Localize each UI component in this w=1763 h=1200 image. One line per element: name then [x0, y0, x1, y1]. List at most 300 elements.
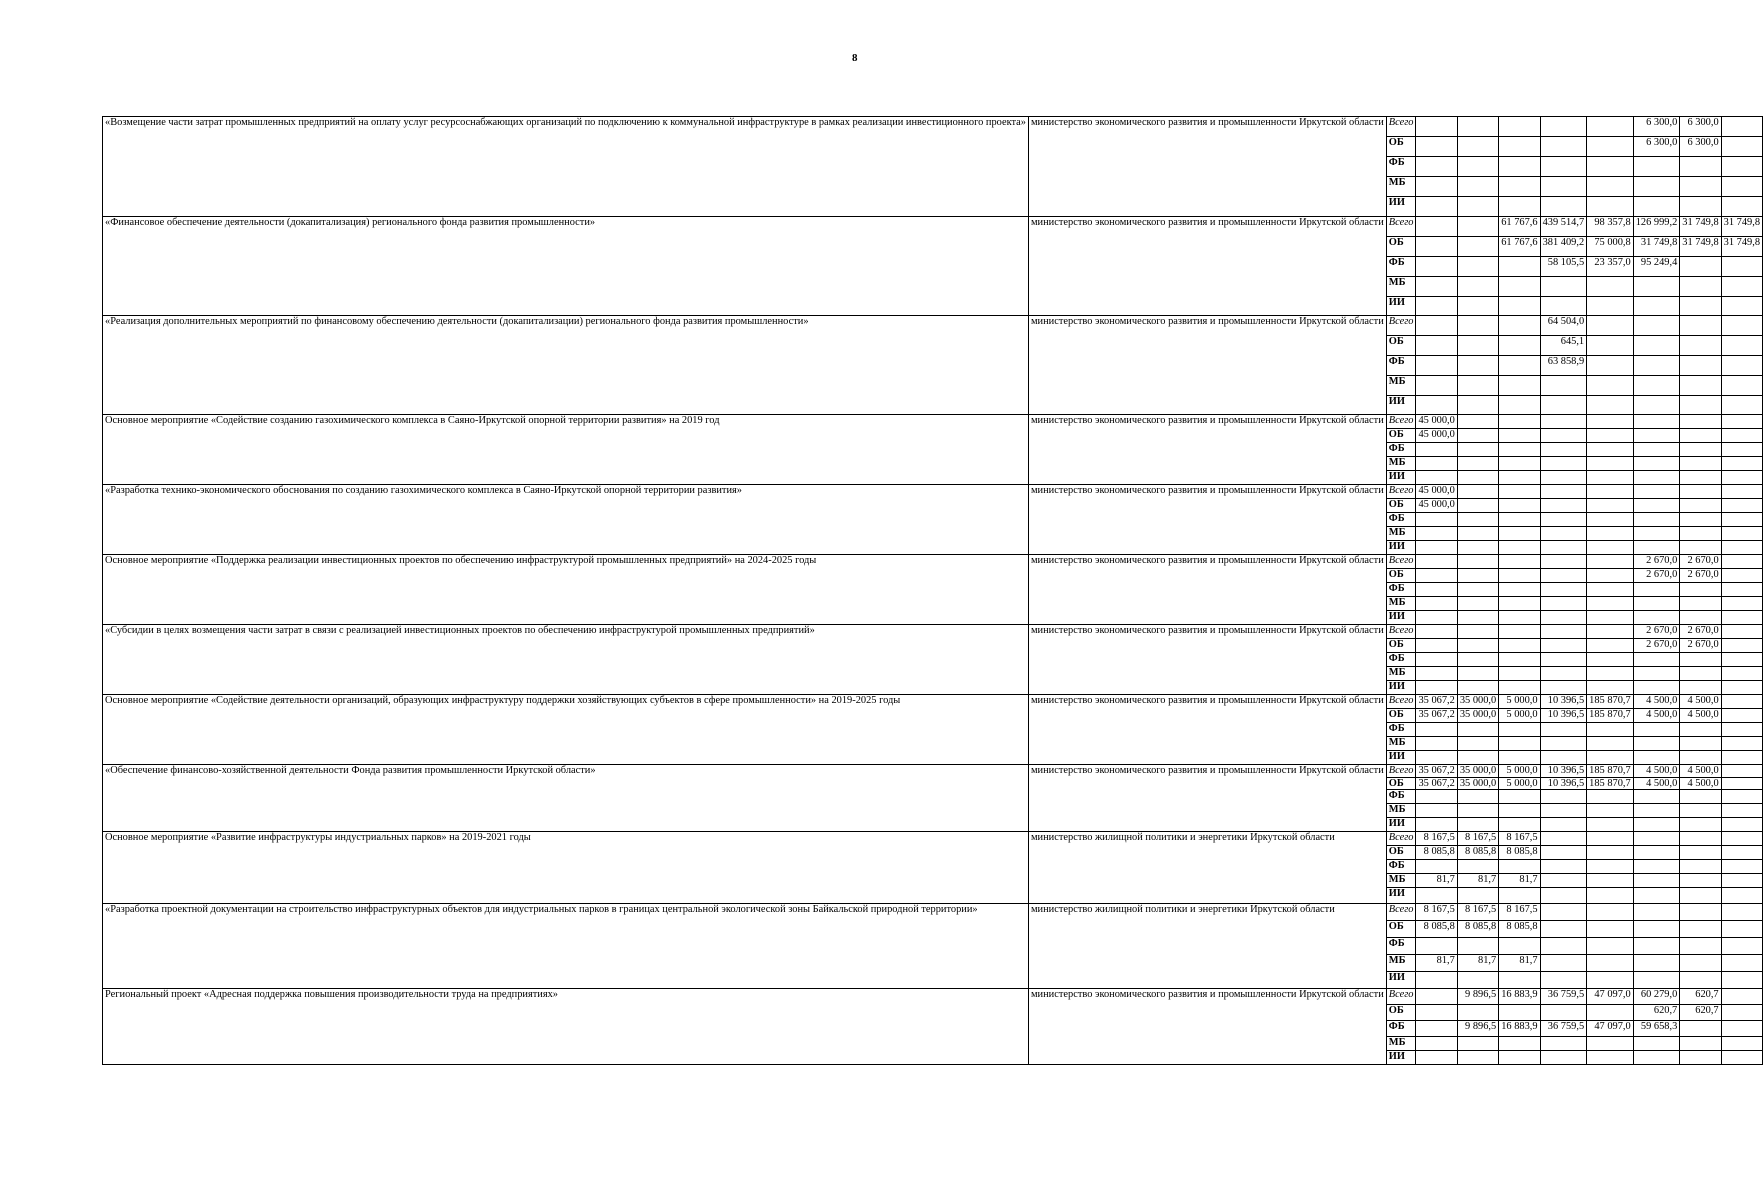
- value-cell: [1633, 874, 1680, 888]
- value-cell: [1416, 443, 1457, 457]
- activity-name: Основное мероприятие «Содействие деятельности организаций, образующих инфраструктуру поддержки хозяйствующих субъектов в сфере промышленности» на 2019-2025 годы: [103, 695, 1029, 765]
- value-cell: 2 670,0: [1680, 639, 1721, 653]
- value-cell: [1457, 429, 1498, 443]
- value-cell: [1499, 429, 1540, 443]
- value-cell: [1721, 846, 1762, 860]
- value-cell: 8 085,8: [1457, 921, 1498, 938]
- value-cell: [1680, 429, 1721, 443]
- value-cell: [1721, 415, 1762, 429]
- value-cell: [1457, 499, 1498, 513]
- value-cell: [1633, 860, 1680, 874]
- value-cell: [1499, 938, 1540, 955]
- value-cell: [1721, 513, 1762, 527]
- value-cell: [1540, 1005, 1587, 1021]
- value-cell: [1416, 257, 1457, 277]
- value-cell: [1457, 737, 1498, 751]
- value-cell: [1416, 681, 1457, 695]
- value-cell: [1416, 723, 1457, 737]
- value-cell: [1680, 1021, 1721, 1037]
- value-cell: [1680, 667, 1721, 681]
- value-cell: 35 000,0: [1457, 709, 1498, 723]
- value-cell: [1540, 471, 1587, 485]
- value-cell: [1457, 316, 1498, 336]
- value-cell: 8 167,5: [1457, 832, 1498, 846]
- value-cell: [1416, 356, 1457, 376]
- value-cell: [1721, 625, 1762, 639]
- value-cell: 81,7: [1457, 955, 1498, 972]
- value-cell: 8 167,5: [1457, 904, 1498, 921]
- value-cell: [1457, 257, 1498, 277]
- activity-name: «Финансовое обеспечение деятельности (докапитализация) регионального фонда развития промышленности»: [103, 217, 1029, 316]
- funding-source: Всего: [1386, 485, 1416, 499]
- responsible-executor: министерство экономического развития и промышленности Иркутской области: [1028, 765, 1386, 832]
- value-cell: [1587, 177, 1634, 197]
- value-cell: [1680, 443, 1721, 457]
- value-cell: [1540, 555, 1587, 569]
- value-cell: [1416, 457, 1457, 471]
- value-cell: [1457, 396, 1498, 415]
- value-cell: [1680, 681, 1721, 695]
- value-cell: [1633, 972, 1680, 989]
- value-cell: 98 357,8: [1587, 217, 1634, 237]
- value-cell: [1499, 396, 1540, 415]
- funding-source: Всего: [1386, 555, 1416, 569]
- value-cell: [1633, 921, 1680, 938]
- value-cell: [1540, 723, 1587, 737]
- value-cell: [1721, 117, 1762, 137]
- value-cell: 9 896,5: [1457, 1021, 1498, 1037]
- value-cell: 58 105,5: [1540, 257, 1587, 277]
- value-cell: [1540, 667, 1587, 681]
- value-cell: [1540, 639, 1587, 653]
- value-cell: [1587, 1051, 1634, 1065]
- value-cell: [1499, 316, 1540, 336]
- funding-source: ИИ: [1386, 751, 1416, 765]
- value-cell: [1721, 860, 1762, 874]
- funding-source: МБ: [1386, 874, 1416, 888]
- value-cell: [1587, 376, 1634, 396]
- value-cell: 6 300,0: [1633, 137, 1680, 157]
- value-cell: 5 000,0: [1499, 777, 1540, 790]
- value-cell: [1633, 653, 1680, 667]
- value-cell: [1721, 443, 1762, 457]
- value-cell: 35 067,2: [1416, 765, 1457, 778]
- value-cell: [1680, 790, 1721, 804]
- funding-source: МБ: [1386, 955, 1416, 972]
- value-cell: [1680, 177, 1721, 197]
- value-cell: [1721, 527, 1762, 541]
- value-cell: [1680, 751, 1721, 765]
- value-cell: [1457, 237, 1498, 257]
- value-cell: 95 249,4: [1633, 257, 1680, 277]
- value-cell: [1587, 443, 1634, 457]
- value-cell: 6 300,0: [1680, 137, 1721, 157]
- value-cell: [1721, 790, 1762, 804]
- value-cell: [1416, 396, 1457, 415]
- value-cell: 10 396,5: [1540, 695, 1587, 709]
- value-cell: [1721, 316, 1762, 336]
- value-cell: [1587, 297, 1634, 316]
- value-cell: [1416, 569, 1457, 583]
- value-cell: [1587, 938, 1634, 955]
- value-cell: [1721, 157, 1762, 177]
- value-cell: [1587, 625, 1634, 639]
- value-cell: [1457, 611, 1498, 625]
- value-cell: [1457, 137, 1498, 157]
- value-cell: [1499, 723, 1540, 737]
- value-cell: [1457, 297, 1498, 316]
- funding-source: ОБ: [1386, 336, 1416, 356]
- value-cell: [1721, 751, 1762, 765]
- value-cell: [1416, 972, 1457, 989]
- value-cell: [1416, 1005, 1457, 1021]
- responsible-executor: министерство экономического развития и промышленности Иркутской области: [1028, 117, 1386, 217]
- value-cell: [1633, 297, 1680, 316]
- value-cell: [1680, 527, 1721, 541]
- value-cell: 81,7: [1499, 955, 1540, 972]
- funding-source: Всего: [1386, 625, 1416, 639]
- value-cell: [1416, 751, 1457, 765]
- value-cell: 45 000,0: [1416, 429, 1457, 443]
- value-cell: [1416, 177, 1457, 197]
- value-cell: [1416, 277, 1457, 297]
- value-cell: [1680, 846, 1721, 860]
- value-cell: [1721, 1005, 1762, 1021]
- value-cell: [1633, 723, 1680, 737]
- value-cell: [1457, 513, 1498, 527]
- value-cell: [1587, 316, 1634, 336]
- value-cell: [1540, 1051, 1587, 1065]
- value-cell: [1499, 471, 1540, 485]
- value-cell: [1721, 555, 1762, 569]
- activity-name: «Разработка проектной документации на строительство инфраструктурных объектов для индустриальных парков в границах центральной экологической зоны Байкальской природной территории»: [103, 904, 1029, 989]
- value-cell: [1540, 790, 1587, 804]
- table-row: [103, 832, 1763, 846]
- value-cell: 81,7: [1416, 874, 1457, 888]
- value-cell: [1633, 197, 1680, 217]
- value-cell: [1721, 277, 1762, 297]
- value-cell: 9 896,5: [1457, 989, 1498, 1005]
- value-cell: [1499, 972, 1540, 989]
- value-cell: [1721, 485, 1762, 499]
- value-cell: [1633, 157, 1680, 177]
- value-cell: [1587, 790, 1634, 804]
- value-cell: [1499, 790, 1540, 804]
- activity-name: Основное мероприятие «Развитие инфраструктуры индустриальных парков» на 2019-2021 годы: [103, 832, 1029, 904]
- value-cell: 16 883,9: [1499, 1021, 1540, 1037]
- table-row: [103, 695, 1763, 709]
- value-cell: [1457, 804, 1498, 818]
- value-cell: 47 097,0: [1587, 1021, 1634, 1037]
- funding-source: МБ: [1386, 527, 1416, 541]
- value-cell: [1680, 541, 1721, 555]
- table-row: [103, 316, 1763, 336]
- value-cell: [1499, 197, 1540, 217]
- value-cell: [1587, 723, 1634, 737]
- value-cell: [1416, 938, 1457, 955]
- value-cell: [1457, 277, 1498, 297]
- value-cell: 4 500,0: [1633, 777, 1680, 790]
- value-cell: 620,7: [1633, 1005, 1680, 1021]
- value-cell: [1457, 541, 1498, 555]
- value-cell: [1416, 989, 1457, 1005]
- value-cell: [1457, 938, 1498, 955]
- value-cell: [1587, 396, 1634, 415]
- value-cell: [1721, 695, 1762, 709]
- value-cell: [1457, 751, 1498, 765]
- value-cell: [1680, 376, 1721, 396]
- value-cell: [1540, 429, 1587, 443]
- value-cell: [1680, 804, 1721, 818]
- funding-source: ФБ: [1386, 653, 1416, 667]
- funding-source: МБ: [1386, 667, 1416, 681]
- funding-source: МБ: [1386, 457, 1416, 471]
- value-cell: [1633, 336, 1680, 356]
- value-cell: [1540, 541, 1587, 555]
- value-cell: [1633, 177, 1680, 197]
- value-cell: [1499, 257, 1540, 277]
- value-cell: [1416, 297, 1457, 316]
- value-cell: [1457, 790, 1498, 804]
- value-cell: [1499, 888, 1540, 904]
- value-cell: [1587, 972, 1634, 989]
- value-cell: [1457, 972, 1498, 989]
- value-cell: 4 500,0: [1633, 695, 1680, 709]
- value-cell: [1416, 237, 1457, 257]
- value-cell: 45 000,0: [1416, 415, 1457, 429]
- value-cell: 35 000,0: [1457, 765, 1498, 778]
- value-cell: [1457, 527, 1498, 541]
- value-cell: [1587, 667, 1634, 681]
- value-cell: [1680, 955, 1721, 972]
- value-cell: [1680, 1037, 1721, 1051]
- value-cell: [1721, 471, 1762, 485]
- value-cell: [1540, 583, 1587, 597]
- funding-source: Всего: [1386, 316, 1416, 336]
- funding-source: ОБ: [1386, 709, 1416, 723]
- activity-name: Основное мероприятие «Поддержка реализации инвестиционных проектов по обеспечению инфраструктурой промышленных предприятий» на 2024-2025 годы: [103, 555, 1029, 625]
- value-cell: 8 085,8: [1499, 846, 1540, 860]
- value-cell: [1721, 197, 1762, 217]
- value-cell: 2 670,0: [1633, 555, 1680, 569]
- value-cell: [1499, 1005, 1540, 1021]
- value-cell: [1416, 376, 1457, 396]
- value-cell: 185 870,7: [1587, 695, 1634, 709]
- value-cell: [1721, 989, 1762, 1005]
- value-cell: 31 749,8: [1721, 237, 1762, 257]
- value-cell: [1587, 611, 1634, 625]
- value-cell: [1457, 583, 1498, 597]
- value-cell: [1633, 415, 1680, 429]
- value-cell: [1540, 177, 1587, 197]
- value-cell: [1540, 972, 1587, 989]
- value-cell: [1416, 157, 1457, 177]
- value-cell: 2 670,0: [1680, 555, 1721, 569]
- value-cell: [1499, 737, 1540, 751]
- table-row: [103, 625, 1763, 639]
- funding-source: ФБ: [1386, 938, 1416, 955]
- value-cell: 31 749,8: [1633, 237, 1680, 257]
- value-cell: [1633, 376, 1680, 396]
- value-cell: 59 658,3: [1633, 1021, 1680, 1037]
- funding-source: МБ: [1386, 1037, 1416, 1051]
- value-cell: [1587, 117, 1634, 137]
- value-cell: [1587, 751, 1634, 765]
- value-cell: [1540, 955, 1587, 972]
- value-cell: [1587, 555, 1634, 569]
- value-cell: 10 396,5: [1540, 709, 1587, 723]
- value-cell: [1680, 396, 1721, 415]
- responsible-executor: министерство жилищной политики и энергетики Иркутской области: [1028, 904, 1386, 989]
- value-cell: [1680, 904, 1721, 921]
- value-cell: 6 300,0: [1680, 117, 1721, 137]
- value-cell: [1633, 938, 1680, 955]
- value-cell: [1680, 832, 1721, 846]
- value-cell: [1457, 555, 1498, 569]
- value-cell: [1633, 888, 1680, 904]
- value-cell: [1416, 625, 1457, 639]
- value-cell: [1540, 846, 1587, 860]
- value-cell: 645,1: [1540, 336, 1587, 356]
- funding-source: ИИ: [1386, 681, 1416, 695]
- value-cell: [1457, 415, 1498, 429]
- value-cell: 36 759,5: [1540, 989, 1587, 1005]
- value-cell: 75 000,8: [1587, 237, 1634, 257]
- value-cell: [1540, 1037, 1587, 1051]
- value-cell: [1457, 217, 1498, 237]
- value-cell: 8 167,5: [1416, 904, 1457, 921]
- funding-source: ФБ: [1386, 723, 1416, 737]
- value-cell: [1540, 625, 1587, 639]
- value-cell: [1499, 597, 1540, 611]
- value-cell: [1633, 751, 1680, 765]
- value-cell: 2 670,0: [1680, 625, 1721, 639]
- funding-source: Всего: [1386, 832, 1416, 846]
- value-cell: [1587, 137, 1634, 157]
- table-row: [103, 415, 1763, 429]
- value-cell: 81,7: [1499, 874, 1540, 888]
- table-row: [103, 217, 1763, 237]
- value-cell: [1721, 611, 1762, 625]
- value-cell: [1540, 277, 1587, 297]
- value-cell: [1633, 818, 1680, 832]
- value-cell: [1457, 860, 1498, 874]
- value-cell: 4 500,0: [1680, 695, 1721, 709]
- value-cell: [1416, 667, 1457, 681]
- value-cell: [1680, 972, 1721, 989]
- value-cell: [1587, 336, 1634, 356]
- value-cell: [1457, 485, 1498, 499]
- responsible-executor: министерство экономического развития и промышленности Иркутской области: [1028, 316, 1386, 415]
- value-cell: [1416, 888, 1457, 904]
- funding-source: ИИ: [1386, 1051, 1416, 1065]
- value-cell: 185 870,7: [1587, 765, 1634, 778]
- value-cell: [1416, 1037, 1457, 1051]
- value-cell: [1457, 639, 1498, 653]
- value-cell: 81,7: [1457, 874, 1498, 888]
- value-cell: [1457, 457, 1498, 471]
- value-cell: [1680, 1051, 1721, 1065]
- value-cell: [1587, 921, 1634, 938]
- responsible-executor: министерство жилищной политики и энергетики Иркутской области: [1028, 832, 1386, 904]
- value-cell: [1499, 1051, 1540, 1065]
- value-cell: [1633, 277, 1680, 297]
- value-cell: [1587, 527, 1634, 541]
- value-cell: [1499, 513, 1540, 527]
- value-cell: [1499, 611, 1540, 625]
- value-cell: [1416, 541, 1457, 555]
- value-cell: [1499, 415, 1540, 429]
- value-cell: [1587, 888, 1634, 904]
- value-cell: 8 085,8: [1499, 921, 1540, 938]
- value-cell: [1633, 396, 1680, 415]
- value-cell: [1499, 277, 1540, 297]
- responsible-executor: министерство экономического развития и промышленности Иркутской области: [1028, 695, 1386, 765]
- value-cell: 8 167,5: [1499, 832, 1540, 846]
- value-cell: [1633, 499, 1680, 513]
- value-cell: [1499, 625, 1540, 639]
- value-cell: [1499, 527, 1540, 541]
- value-cell: [1540, 751, 1587, 765]
- value-cell: [1499, 137, 1540, 157]
- value-cell: [1587, 277, 1634, 297]
- value-cell: [1416, 1021, 1457, 1037]
- value-cell: [1721, 804, 1762, 818]
- funding-source: ОБ: [1386, 921, 1416, 938]
- value-cell: [1680, 611, 1721, 625]
- value-cell: [1540, 597, 1587, 611]
- value-cell: [1499, 860, 1540, 874]
- funding-source: ИИ: [1386, 972, 1416, 989]
- activity-name: «Возмещение части затрат промышленных предприятий на оплату услуг ресурсоснабжающих организаций по подключению к коммунальной инфраструктуре в рамках реализации инвестиционного проекта»: [103, 117, 1029, 217]
- value-cell: 2 670,0: [1633, 569, 1680, 583]
- funding-source: Всего: [1386, 989, 1416, 1005]
- value-cell: [1540, 499, 1587, 513]
- funding-source: МБ: [1386, 277, 1416, 297]
- value-cell: 185 870,7: [1587, 777, 1634, 790]
- value-cell: [1587, 1005, 1634, 1021]
- value-cell: [1540, 376, 1587, 396]
- value-cell: [1499, 336, 1540, 356]
- value-cell: [1587, 569, 1634, 583]
- value-cell: [1457, 653, 1498, 667]
- value-cell: [1457, 197, 1498, 217]
- value-cell: [1587, 860, 1634, 874]
- value-cell: [1721, 499, 1762, 513]
- value-cell: [1499, 653, 1540, 667]
- value-cell: 2 670,0: [1633, 625, 1680, 639]
- responsible-executor: министерство экономического развития и промышленности Иркутской области: [1028, 555, 1386, 625]
- funding-source: ОБ: [1386, 846, 1416, 860]
- value-cell: [1680, 723, 1721, 737]
- value-cell: [1499, 376, 1540, 396]
- funding-source: Всего: [1386, 415, 1416, 429]
- value-cell: [1499, 297, 1540, 316]
- value-cell: 126 999,2: [1633, 217, 1680, 237]
- value-cell: [1416, 597, 1457, 611]
- value-cell: [1721, 1037, 1762, 1051]
- value-cell: [1416, 197, 1457, 217]
- activity-name: «Разработка технико-экономического обоснования по созданию газохимического комплекса в Саяно-Иркутской опорной территории развития»: [103, 485, 1029, 555]
- funding-source: ОБ: [1386, 237, 1416, 257]
- value-cell: [1721, 457, 1762, 471]
- funding-source: ИИ: [1386, 197, 1416, 217]
- value-cell: [1457, 157, 1498, 177]
- funding-source: ФБ: [1386, 513, 1416, 527]
- value-cell: [1416, 471, 1457, 485]
- funding-source: МБ: [1386, 376, 1416, 396]
- value-cell: 4 500,0: [1680, 709, 1721, 723]
